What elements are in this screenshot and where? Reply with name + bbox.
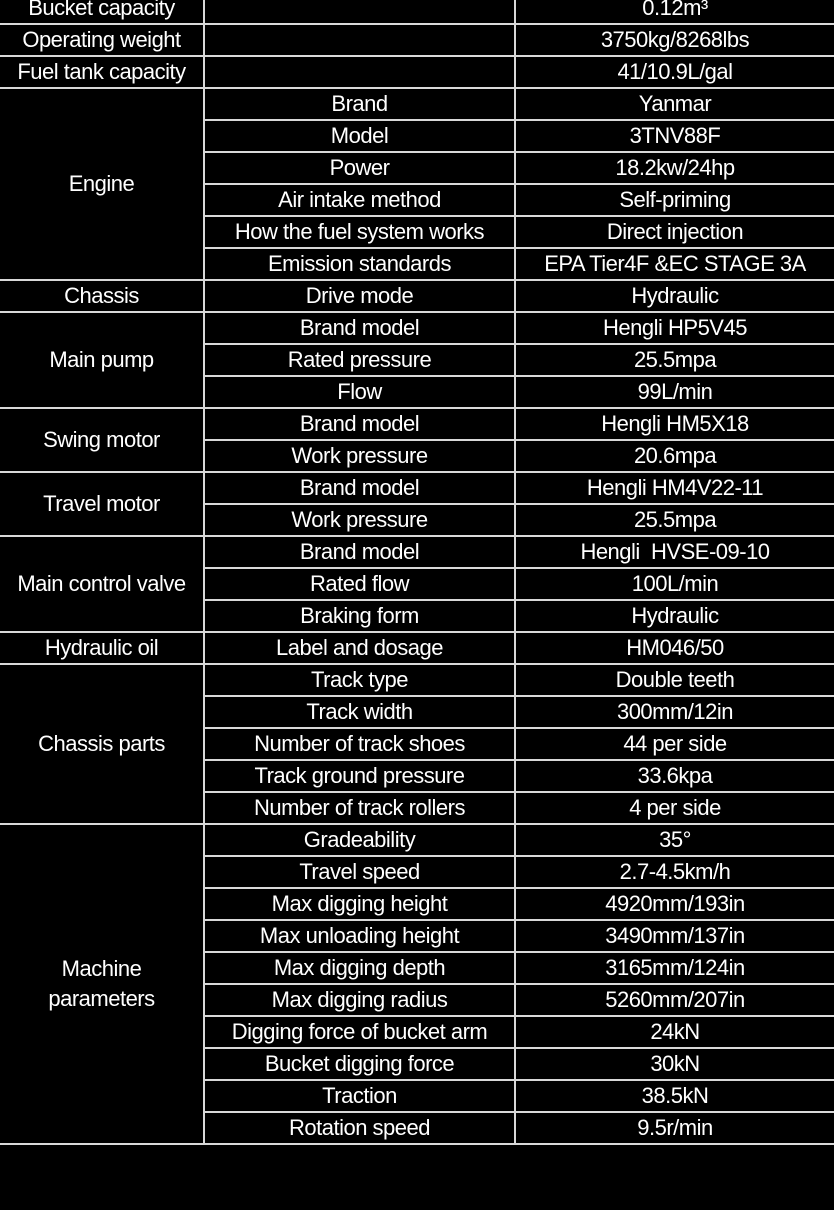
category-cell: Hydraulic oil [0, 632, 204, 664]
item-cell: Max unloading height [204, 920, 515, 952]
value-cell: 3TNV88F [515, 120, 834, 152]
item-cell: Braking form [204, 600, 515, 632]
table-row [0, 472, 834, 504]
value-cell: 24kN [515, 1016, 834, 1048]
item-cell: Gradeability [204, 824, 515, 856]
item-cell [204, 56, 515, 88]
table-row [0, 408, 834, 440]
value-cell: 25.5mpa [515, 504, 834, 536]
item-cell: Rated pressure [204, 344, 515, 376]
value-cell: Double teeth [515, 664, 834, 696]
item-cell: Number of track rollers [204, 792, 515, 824]
item-cell: Bucket digging force [204, 1048, 515, 1080]
table-row [0, 664, 834, 696]
item-cell: Digging force of bucket arm [204, 1016, 515, 1048]
table-row [0, 536, 834, 568]
value-cell: 3165mm/124in [515, 952, 834, 984]
table-row [0, 0, 834, 24]
value-cell: 25.5mpa [515, 344, 834, 376]
table-row [0, 280, 834, 312]
value-cell: 2.7-4.5km/h [515, 856, 834, 888]
item-cell: Air intake method [204, 184, 515, 216]
category-cell: Bucket capacity [0, 0, 204, 24]
item-cell: Work pressure [204, 504, 515, 536]
table-row [0, 24, 834, 56]
value-cell: 20.6mpa [515, 440, 834, 472]
value-cell: 3490mm/137in [515, 920, 834, 952]
item-cell: Max digging depth [204, 952, 515, 984]
value-cell: HM046/50 [515, 632, 834, 664]
item-cell: Flow [204, 376, 515, 408]
item-cell: Track width [204, 696, 515, 728]
table-row [0, 88, 834, 120]
value-cell: Hengli HP5V45 [515, 312, 834, 344]
item-cell: Rotation speed [204, 1112, 515, 1144]
category-cell: Chassis [0, 280, 204, 312]
item-cell: Track ground pressure [204, 760, 515, 792]
value-cell: 18.2kw/24hp [515, 152, 834, 184]
value-cell: 0.12m³ [515, 0, 834, 24]
value-cell: 30kN [515, 1048, 834, 1080]
category-cell: Main pump [0, 312, 204, 408]
value-cell: Direct injection [515, 216, 834, 248]
item-cell: Brand model [204, 536, 515, 568]
item-cell: Number of track shoes [204, 728, 515, 760]
item-cell: Rated flow [204, 568, 515, 600]
item-cell: Traction [204, 1080, 515, 1112]
value-cell: 100L/min [515, 568, 834, 600]
item-cell: Power [204, 152, 515, 184]
value-cell: Hengli HM5X18 [515, 408, 834, 440]
item-cell: Brand model [204, 408, 515, 440]
item-cell: Drive mode [204, 280, 515, 312]
item-cell: Emission standards [204, 248, 515, 280]
value-cell: 9.5r/min [515, 1112, 834, 1144]
value-cell: 3750kg/8268lbs [515, 24, 834, 56]
item-cell [204, 0, 515, 24]
value-cell: Hengli HM4V22-11 [515, 472, 834, 504]
value-cell: Self-priming [515, 184, 834, 216]
category-cell: Main control valve [0, 536, 204, 632]
value-cell: Hydraulic [515, 600, 834, 632]
value-cell: 41/10.9L/gal [515, 56, 834, 88]
value-cell: 44 per side [515, 728, 834, 760]
category-label: Machine parameters [48, 956, 155, 1011]
item-cell: Travel speed [204, 856, 515, 888]
value-cell: 4920mm/193in [515, 888, 834, 920]
value-cell: 35° [515, 824, 834, 856]
value-cell: Hengli HVSE-09-10 [515, 536, 834, 568]
item-cell: Label and dosage [204, 632, 515, 664]
item-cell: Brand [204, 88, 515, 120]
value-cell: 99L/min [515, 376, 834, 408]
table-row [0, 312, 834, 344]
table-row [0, 824, 834, 856]
category-cell: Swing motor [0, 408, 204, 472]
category-cell: Operating weight [0, 24, 204, 56]
table-row [0, 632, 834, 664]
item-cell: Max digging radius [204, 984, 515, 1016]
item-cell: Track type [204, 664, 515, 696]
category-cell: Chassis parts [0, 664, 204, 824]
category-cell: Engine [0, 88, 204, 280]
item-cell: Max digging height [204, 888, 515, 920]
item-cell: Brand model [204, 312, 515, 344]
value-cell: Hydraulic [515, 280, 834, 312]
category-cell: Fuel tank capacity [0, 56, 204, 88]
table-row [0, 56, 834, 88]
item-cell: Brand model [204, 472, 515, 504]
value-cell: 5260mm/207in [515, 984, 834, 1016]
item-cell: How the fuel system works [204, 216, 515, 248]
value-cell: 300mm/12in [515, 696, 834, 728]
item-cell [204, 24, 515, 56]
value-cell: 38.5kN [515, 1080, 834, 1112]
value-cell: EPA Tier4F &EC STAGE 3A [515, 248, 834, 280]
value-cell: Yanmar [515, 88, 834, 120]
value-cell: 33.6kpa [515, 760, 834, 792]
category-cell: Travel motor [0, 472, 204, 536]
item-cell: Work pressure [204, 440, 515, 472]
value-cell: 4 per side [515, 792, 834, 824]
category-cell [0, 824, 204, 1144]
item-cell: Model [204, 120, 515, 152]
